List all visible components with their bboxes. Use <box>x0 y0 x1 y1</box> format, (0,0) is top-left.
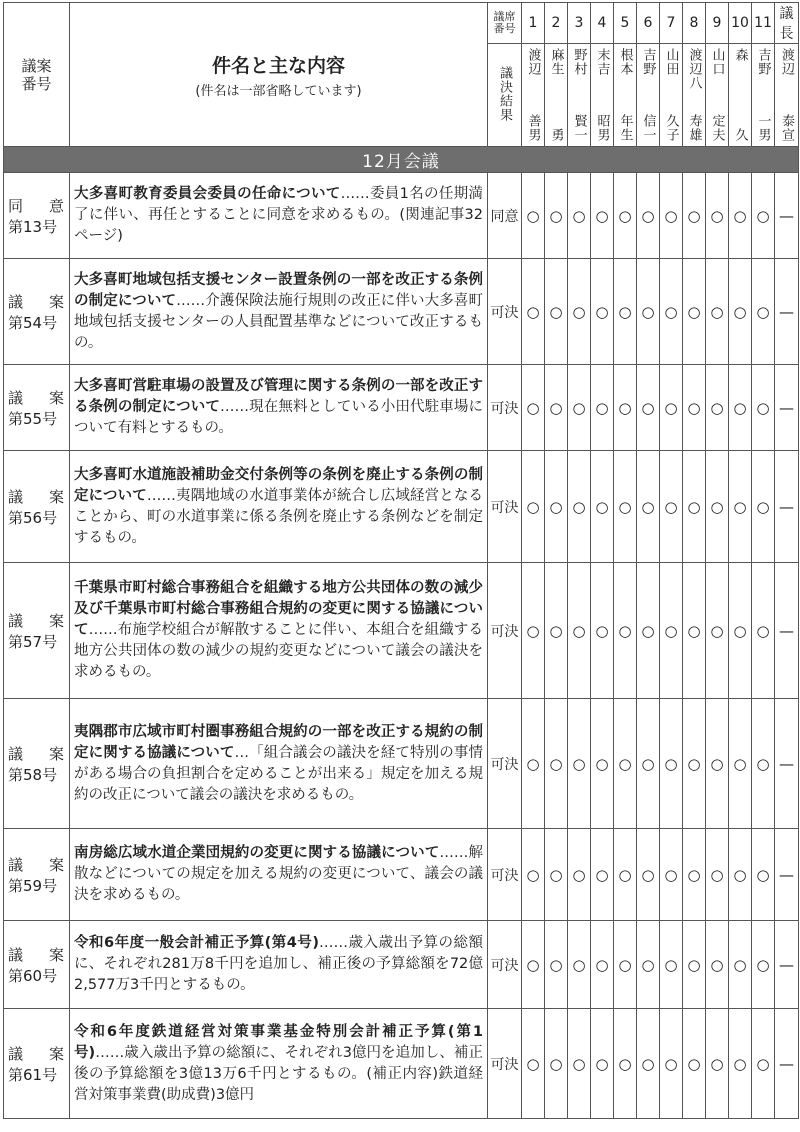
bill-type-char-2: 案 <box>48 487 64 506</box>
bill-type-char-2: 案 <box>48 388 64 407</box>
vote-cell: ○ <box>545 451 568 563</box>
subject-header-note: (件名は一部省略しています) <box>195 83 362 99</box>
vote-cell: ○ <box>545 1009 568 1119</box>
bill-subject: 大多喜町水道施設補助金交付条例等の条例を廃止する条例の制定について <box>74 466 483 504</box>
vote-cell: ○ <box>706 365 729 451</box>
member-surname: 吉野 <box>640 48 656 76</box>
vote-cell: ○ <box>568 259 591 365</box>
vote-cell: ○ <box>545 259 568 365</box>
bill-number <box>4 699 70 829</box>
bill-type-char-1: 議 <box>8 744 24 763</box>
vote-cell: ○ <box>522 829 545 921</box>
bill-type-char-1: 議 <box>8 292 24 311</box>
result-label: 議決結果 <box>488 44 522 147</box>
vote-cell: ○ <box>660 829 683 921</box>
vote-cell: ○ <box>637 1009 660 1119</box>
seat-number-label: 議席 番号 <box>488 3 522 44</box>
vote-cell: ○ <box>706 451 729 563</box>
bill-type-char-2: 案 <box>48 855 64 874</box>
vote-cell: ○ <box>752 563 775 699</box>
vote-cell: ○ <box>591 829 614 921</box>
vote-cell: ○ <box>752 829 775 921</box>
vote-cell: ○ <box>614 173 637 259</box>
bill-subject: 夷隅郡市広域市町村圏事務組合規約の一部を改正する規約の制定に関する協議について <box>74 723 483 761</box>
bill-detail: ……歳入歳出予算の総額に、それぞれ281万8千円を追加し、補正後の予算総額を72億2,577万3千円とするもの。 <box>74 935 484 993</box>
vote-cell: ○ <box>752 259 775 365</box>
vote-cell: ○ <box>522 365 545 451</box>
member-name-9 <box>706 44 729 147</box>
bill-subject: 大多喜町教育委員会委員の任命について <box>74 186 341 202</box>
vote-cell: ○ <box>591 699 614 829</box>
vote-cell: ○ <box>660 365 683 451</box>
vote-cell: ○ <box>729 451 752 563</box>
member-surname: 渡辺 <box>525 48 541 76</box>
vote-cell: ○ <box>522 699 545 829</box>
vote-cell: ○ <box>568 365 591 451</box>
bill-number-value: 第56号 <box>8 508 58 527</box>
vote-cell: ○ <box>660 699 683 829</box>
member-surname: 渡辺八 <box>686 48 702 90</box>
bill-type-char-1: 同 <box>8 196 24 215</box>
bill-result: 可決 <box>488 1009 522 1119</box>
bill-detail: ……介護保険法施行規則の改正に伴い大多喜町地域包括支援センターの人員配置基準などについて改正するもの。 <box>74 292 483 351</box>
bill-subject: 令和6年度鉄道経営対策事業基金特別会計補正予算(第1号) <box>74 1023 483 1061</box>
bill-type-char-2: 意 <box>48 196 64 215</box>
vote-cell: ○ <box>683 259 706 365</box>
vote-cell: ○ <box>706 259 729 365</box>
member-given-name: 久子 <box>663 114 679 142</box>
vote-cell: ○ <box>683 699 706 829</box>
vote-cell: ○ <box>637 699 660 829</box>
vote-cell: ○ <box>568 829 591 921</box>
bill-type-char-1: 議 <box>8 487 24 506</box>
bill-number-value: 第54号 <box>8 313 58 332</box>
vote-cell: ○ <box>637 259 660 365</box>
seat-number-1: 1 <box>522 3 545 44</box>
vote-cell: ○ <box>522 921 545 1009</box>
vote-cell: ○ <box>591 921 614 1009</box>
vote-cell: ○ <box>683 829 706 921</box>
vote-cell: ○ <box>729 1009 752 1119</box>
bill-number <box>4 451 70 563</box>
member-surname: 麻生 <box>548 48 564 76</box>
member-given-name: 善男 <box>525 114 541 142</box>
bill-subject: 南房総広域水道企業団規約の変更に関する協議について <box>74 845 440 861</box>
bill-row <box>4 1009 799 1119</box>
bill-detail: …「組合議会の議決を経て特別の事情がある場合の負担割合を定めることが出来る」規定を加える規約の改正について議会の議決を求めるもの。 <box>74 744 483 803</box>
bill-content <box>70 173 488 259</box>
member-name-3 <box>568 44 591 147</box>
vote-cell: ○ <box>729 365 752 451</box>
vote-cell: ○ <box>614 829 637 921</box>
member-name-11 <box>752 44 775 147</box>
bill-result: 可決 <box>488 451 522 563</box>
member-name-5 <box>614 44 637 147</box>
member-name-2 <box>545 44 568 147</box>
member-name-10 <box>729 44 752 147</box>
vote-cell: ○ <box>637 563 660 699</box>
bill-row <box>4 365 799 451</box>
member-surname: 根本 <box>617 48 633 76</box>
vote-cell: ○ <box>706 921 729 1009</box>
bill-type-char-2: 案 <box>48 292 64 311</box>
bill-result: 可決 <box>488 921 522 1009</box>
vote-cell: ○ <box>660 259 683 365</box>
seat-number-6: 6 <box>637 3 660 44</box>
vote-cell: ○ <box>752 699 775 829</box>
vote-cell: ○ <box>545 699 568 829</box>
bill-number-value: 第60号 <box>8 966 58 985</box>
vote-cell: ○ <box>660 921 683 1009</box>
bill-type-char-1: 議 <box>8 611 24 630</box>
member-surname: 森 <box>732 48 748 62</box>
bill-number-value: 第58号 <box>8 765 58 784</box>
member-given-name: 勇 <box>548 128 564 142</box>
bill-detail: ……布施学校組合が解散することに伴い、本組合を組織する地方公共団体の数の減少の規約変更などについて議会の議決を求めるもの。 <box>74 622 484 680</box>
member-given-name: 泰宣 <box>779 114 794 142</box>
vote-cell: ○ <box>752 365 775 451</box>
member-surname: 吉野 <box>755 48 771 76</box>
bill-number <box>4 921 70 1009</box>
vote-cell: ○ <box>683 563 706 699</box>
vote-cell: ○ <box>522 451 545 563</box>
vote-cell: ○ <box>545 365 568 451</box>
vote-cell: ○ <box>568 921 591 1009</box>
bill-type-char-1: 議 <box>8 945 24 964</box>
bill-row <box>4 699 799 829</box>
vote-cell: ○ <box>591 1009 614 1119</box>
vote-cell: ○ <box>568 1009 591 1119</box>
member-given-name: 信一 <box>640 114 656 142</box>
bill-type-char-2: 案 <box>48 945 64 964</box>
session-label: 12月会議 <box>4 147 799 173</box>
vote-cell: ○ <box>706 563 729 699</box>
vote-cell: ○ <box>614 451 637 563</box>
vote-cell: — <box>775 829 799 921</box>
bill-number-value: 第57号 <box>8 632 58 651</box>
vote-cell: ○ <box>729 921 752 1009</box>
bill-content <box>70 829 488 921</box>
bill-type-char-1: 議 <box>8 388 24 407</box>
member-surname: 末吉 <box>594 48 610 76</box>
bill-content <box>70 1009 488 1119</box>
bill-number-header: 議案 番号 <box>4 3 70 147</box>
bill-number-value: 第61号 <box>8 1065 58 1084</box>
member-name-8 <box>683 44 706 147</box>
member-name-12 <box>775 44 799 147</box>
bill-type-char-2: 案 <box>48 744 64 763</box>
member-name-7 <box>660 44 683 147</box>
vote-cell: — <box>775 699 799 829</box>
seat-number-10: 10 <box>729 3 752 44</box>
member-surname: 山口 <box>709 48 725 76</box>
subject-header-title: 件名と主な内容 <box>211 54 345 77</box>
member-given-name: 一男 <box>755 114 771 142</box>
bill-detail: ……歳入歳出予算の総額に、それぞれ3億円を追加し、補正後の予算総額を3億13万6千円とするもの。(補正内容)鉄道経営対策事業費(助成費)3億円 <box>74 1044 483 1103</box>
vote-cell: — <box>775 563 799 699</box>
vote-cell: ○ <box>660 451 683 563</box>
bill-number-value: 第13号 <box>8 217 58 236</box>
bill-number <box>4 259 70 365</box>
vote-cell: ○ <box>545 829 568 921</box>
vote-cell: ○ <box>706 699 729 829</box>
member-given-name: 定夫 <box>709 114 725 142</box>
bill-result: 可決 <box>488 259 522 365</box>
bill-result: 可決 <box>488 829 522 921</box>
seat-number-8: 8 <box>683 3 706 44</box>
vote-cell: ○ <box>522 563 545 699</box>
bill-result: 可決 <box>488 699 522 829</box>
subject-header <box>70 3 488 147</box>
bill-detail: ……現在無料としている小田代駐車場について有料とするもの。 <box>74 399 484 436</box>
vote-cell: — <box>775 259 799 365</box>
member-given-name: 昭男 <box>594 114 610 142</box>
vote-cell: ○ <box>614 365 637 451</box>
vote-cell: ○ <box>591 173 614 259</box>
vote-cell: ○ <box>591 563 614 699</box>
vote-cell: — <box>775 1009 799 1119</box>
bill-subject: 令和6年度一般会計補正予算(第4号) <box>74 935 319 951</box>
bill-row <box>4 921 799 1009</box>
bill-row <box>4 173 799 259</box>
vote-cell: — <box>775 173 799 259</box>
vote-cell: — <box>775 921 799 1009</box>
vote-cell: ○ <box>752 921 775 1009</box>
bill-number <box>4 829 70 921</box>
vote-cell: ○ <box>545 563 568 699</box>
seat-number-9: 9 <box>706 3 729 44</box>
vote-cell: ○ <box>637 829 660 921</box>
member-surname: 山田 <box>663 48 679 76</box>
bill-content <box>70 259 488 365</box>
vote-cell: ○ <box>637 921 660 1009</box>
bill-detail: ……解散などについての規定を加える規約の変更について、議会の議決を求めるもの。 <box>74 845 484 903</box>
vote-cell: ○ <box>637 365 660 451</box>
vote-cell: ○ <box>752 173 775 259</box>
vote-cell: ○ <box>637 451 660 563</box>
bill-type-char-2: 案 <box>48 611 64 630</box>
vote-cell: ○ <box>706 829 729 921</box>
vote-cell: ○ <box>706 173 729 259</box>
vote-cell: ○ <box>522 1009 545 1119</box>
vote-cell: ○ <box>591 259 614 365</box>
vote-cell: ○ <box>637 173 660 259</box>
vote-cell: ○ <box>729 563 752 699</box>
member-given-name: 年生 <box>617 114 633 142</box>
bill-number <box>4 1009 70 1119</box>
seat-number-4: 4 <box>591 3 614 44</box>
bill-subject: 大多喜町営駐車場の設置及び管理に関する条例の一部を改正する条例の制定について <box>74 378 483 415</box>
bill-type-char-1: 議 <box>8 1044 24 1063</box>
member-name-1 <box>522 44 545 147</box>
bill-row <box>4 563 799 699</box>
bill-detail: ……委員1名の任期満了に伴い、再任とすることに同意を求めるもの。(関連記事32ページ) <box>74 186 483 244</box>
vote-cell: ○ <box>568 173 591 259</box>
bill-content <box>70 365 488 451</box>
vote-cell: ○ <box>568 563 591 699</box>
vote-cell: ○ <box>545 921 568 1009</box>
bill-number-value: 第59号 <box>8 876 58 895</box>
bill-content <box>70 921 488 1009</box>
vote-cell: ○ <box>729 699 752 829</box>
vote-cell: ○ <box>614 1009 637 1119</box>
bill-row <box>4 259 799 365</box>
vote-cell: ○ <box>683 1009 706 1119</box>
session-section-row <box>4 147 799 173</box>
bill-number <box>4 173 70 259</box>
vote-cell: ○ <box>614 699 637 829</box>
member-surname: 渡辺 <box>779 48 794 76</box>
vote-cell: ○ <box>729 173 752 259</box>
vote-cell: ○ <box>522 259 545 365</box>
vote-cell: ○ <box>752 451 775 563</box>
vote-cell: ○ <box>660 563 683 699</box>
vote-cell: ○ <box>522 173 545 259</box>
bill-subject: 千葉県市町村総合事務組合を組織する地方公共団体の数の減少及び千葉県市町村総合事務組合規約の変更に関する協議について <box>74 580 483 638</box>
vote-cell: ○ <box>683 921 706 1009</box>
member-given-name: 寿雄 <box>686 114 702 142</box>
member-given-name: 久 <box>732 128 748 142</box>
bill-result: 同意 <box>488 173 522 259</box>
bill-subject: 大多喜町地域包括支援センター設置条例の一部を改正する条例の制定について <box>74 271 483 309</box>
vote-cell: ○ <box>545 173 568 259</box>
vote-results-table <box>3 2 799 1119</box>
bill-content <box>70 563 488 699</box>
bill-content <box>70 699 488 829</box>
seat-number-11: 11 <box>752 3 775 44</box>
bill-type-char-1: 議 <box>8 855 24 874</box>
seat-number-3: 3 <box>568 3 591 44</box>
bill-number-value: 第55号 <box>8 409 58 428</box>
vote-cell: ○ <box>614 259 637 365</box>
vote-cell: ○ <box>614 563 637 699</box>
vote-cell: ○ <box>752 1009 775 1119</box>
vote-cell: ○ <box>591 451 614 563</box>
bill-type-char-2: 案 <box>48 1044 64 1063</box>
vote-cell: — <box>775 365 799 451</box>
vote-cell: ○ <box>568 451 591 563</box>
vote-cell: ○ <box>660 1009 683 1119</box>
member-given-name: 賢一 <box>571 114 587 142</box>
bill-result: 可決 <box>488 365 522 451</box>
vote-cell: ○ <box>706 1009 729 1119</box>
vote-cell: ○ <box>683 173 706 259</box>
member-name-6 <box>637 44 660 147</box>
seat-number-12: 議長 <box>775 3 799 44</box>
vote-cell: — <box>775 451 799 563</box>
member-surname: 野村 <box>571 48 587 76</box>
seat-number-2: 2 <box>545 3 568 44</box>
bill-row <box>4 451 799 563</box>
seat-number-7: 7 <box>660 3 683 44</box>
vote-cell: ○ <box>614 921 637 1009</box>
vote-cell: ○ <box>568 699 591 829</box>
bill-number <box>4 563 70 699</box>
vote-cell: ○ <box>683 365 706 451</box>
member-name-4 <box>591 44 614 147</box>
bill-content <box>70 451 488 563</box>
vote-cell: ○ <box>683 451 706 563</box>
vote-cell: ○ <box>729 829 752 921</box>
bill-detail: ……夷隅地域の水道事業体が統合し広域経営となることから、町の水道事業に係る条例を廃止する条例などを制定するもの。 <box>74 487 483 546</box>
vote-cell: ○ <box>660 173 683 259</box>
seat-number-5: 5 <box>614 3 637 44</box>
bill-result: 可決 <box>488 563 522 699</box>
vote-cell: ○ <box>591 365 614 451</box>
bill-number <box>4 365 70 451</box>
vote-cell: ○ <box>729 259 752 365</box>
bill-row <box>4 829 799 921</box>
